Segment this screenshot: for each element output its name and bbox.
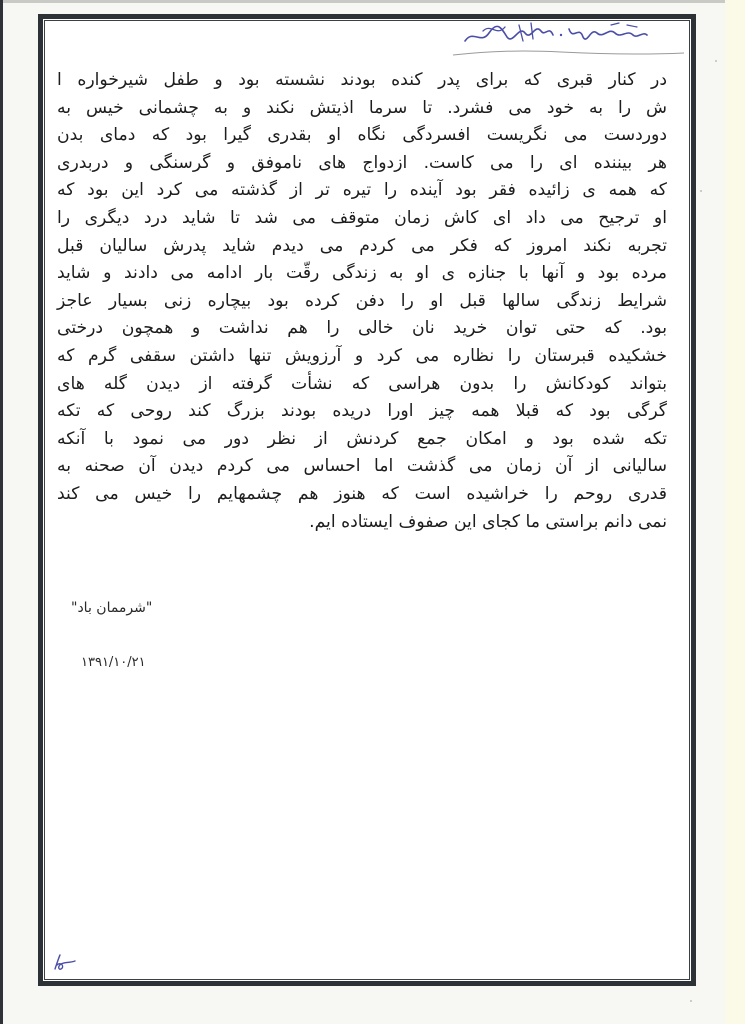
body-line: مرده بود و آنها با جنازه ی او به زندگی رقّت بار ادامه می دادند و شاید <box>57 263 667 284</box>
document-page <box>38 14 696 986</box>
body-line: بود. که حتی توان خرید نان خالی را هم نداشت و همچون درختی <box>57 318 667 339</box>
scan-speck <box>700 190 702 192</box>
scan-edge-top <box>0 0 745 3</box>
scan-edge-left <box>0 0 3 1024</box>
body-line: دوردست می نگریست افسردگی نگاه او بقدری گیرا بود که دمای بدن <box>57 125 667 146</box>
signature-underline-icon <box>451 49 686 57</box>
body-line: گرگی بود که قبلا همه چیز اورا دریده بودند بزرگ کند روحی که تکه <box>57 401 667 422</box>
body-line: که همه ی زائیده فقر بود آینده را تیره تر از گذشته می کرد این بود که <box>57 180 667 201</box>
scan-speck <box>715 60 717 62</box>
body-line: او ترجیح می داد ای کاش زمان متوقف می شد تا شاید درد دیگری را <box>57 207 667 228</box>
body-line: بتواند کودکانش را بدون هراسی که نشأت گرفته از دیدن گله های <box>57 373 667 394</box>
body-line: تکه شده بود و امکان جمع کردنش از نظر دور می نمود با آنکه <box>57 428 667 449</box>
body-line: تجربه نکند امروز که فکر می کردم می دیدم شاید پدرش سالیان قبل <box>57 235 667 256</box>
scan-tint-right <box>725 0 745 1024</box>
document-date: ۱۳۹۱/۱۰/۲۱ <box>81 655 146 670</box>
body-line: سالیانی از آن زمان می گذشت اما احساس می کردم دیدن آن صحنه به <box>57 456 667 477</box>
closing-phrase: "شرممان باد" <box>71 600 153 616</box>
body-line: شرایط زندگی سالها قبل او را دفن کرده بود بیچاره زنی بسیار عاجز <box>57 290 667 311</box>
handwritten-page-mark-icon <box>51 953 77 971</box>
body-line: خشکیده قبرستان را نظاره می کرد و آرزویش تنها داشتن سقفی گرم که <box>57 345 667 366</box>
body-line: ش را به خود می فشرد. تا سرما اذیتش نکند و به چشمانی خیس به <box>57 97 667 118</box>
body-line: در کنار قبری که برای پدر کنده بودند نشسته بود و طفل شیرخواره ا <box>57 70 667 90</box>
body-line: هر بیننده ای را می کاست. ازدواج های ناموفق و گرسنگی و دربدری <box>57 152 667 173</box>
body-line: نمی دانم براستی ما کجای این صفوف ایستاده ایم. <box>309 511 667 532</box>
body-text <box>57 67 667 536</box>
scan-speck <box>690 1000 692 1002</box>
handwritten-signature-icon <box>461 19 651 47</box>
body-line: قدری روحم را خراشیده است که هنوز هم چشمهایم را خیس می کند <box>57 483 667 504</box>
